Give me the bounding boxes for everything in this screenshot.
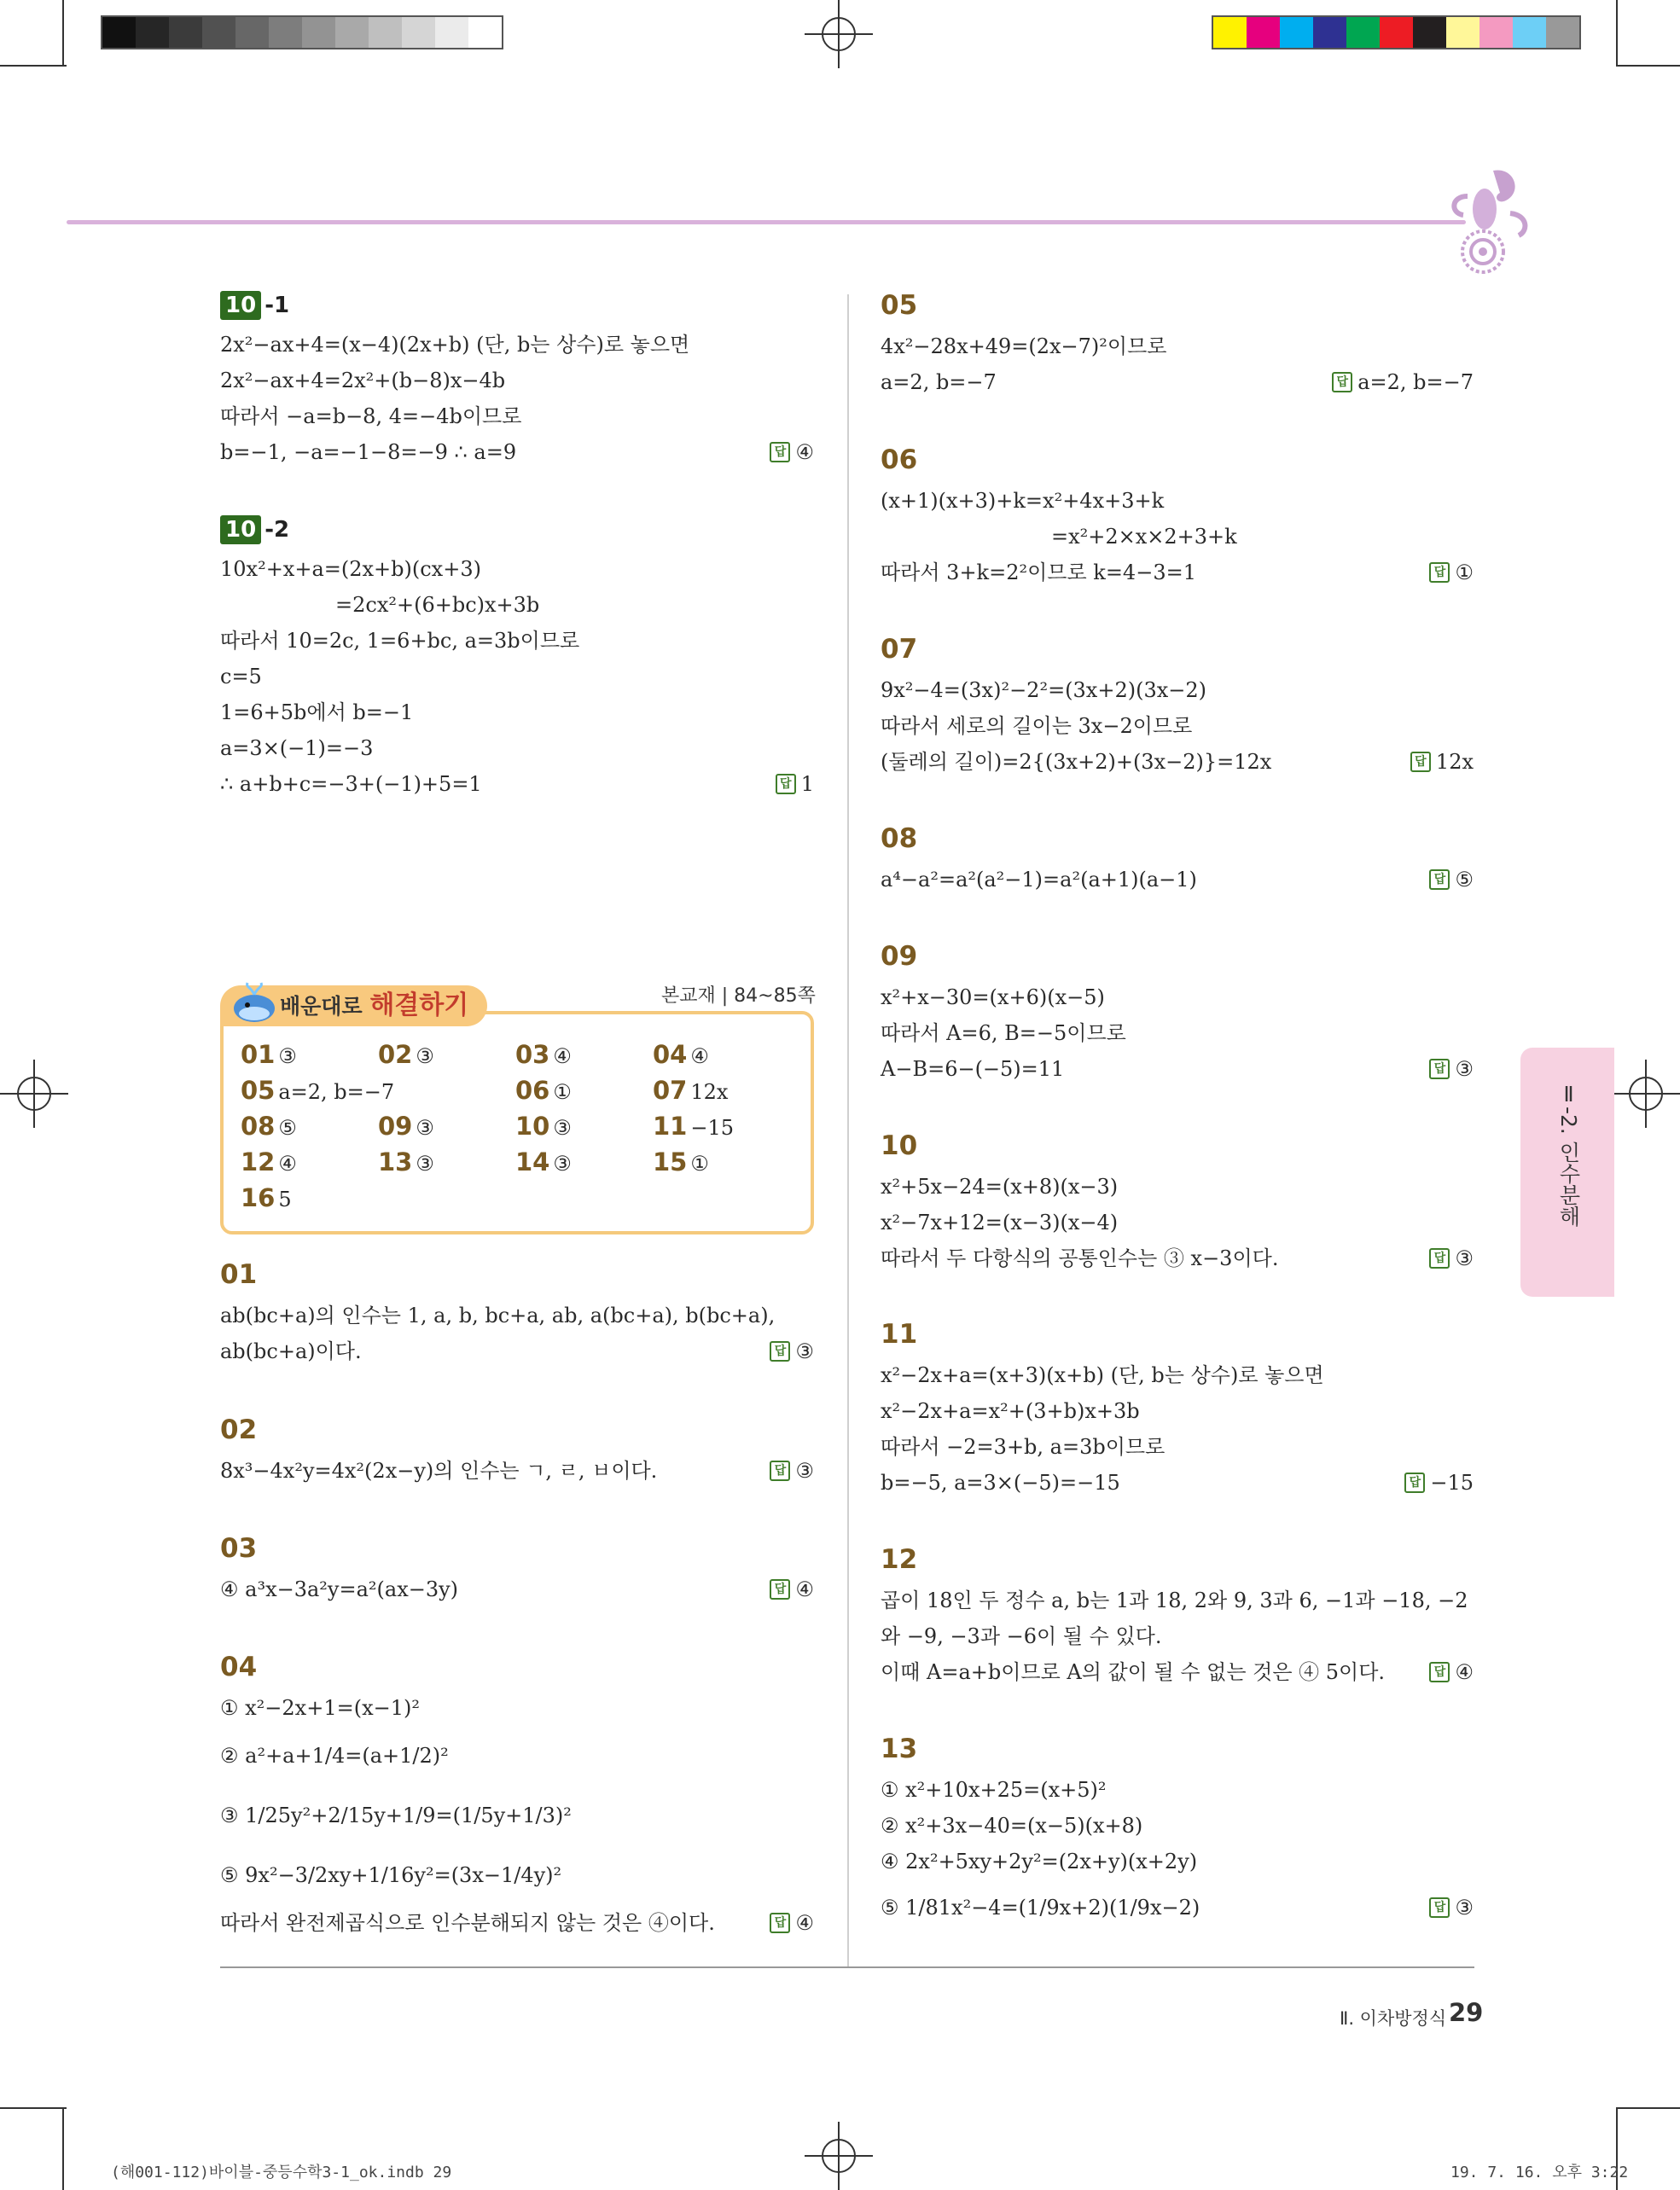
crop-mark-top-left-v <box>62 0 64 67</box>
solution-line: b=−1, −a=−1−8=−9 ∴ a=9 답 ④ <box>220 434 814 470</box>
crop-mark-top-right-h <box>1616 65 1680 67</box>
solution-line: 10x²+x+a=(2x+b)(cx+3) <box>220 557 481 581</box>
solution-line: 따라서 10=2c, 1=6+bc, a=3b이므로 <box>220 629 580 653</box>
answer: 답 ③ <box>770 1333 814 1369</box>
answer: 답 ④ <box>1429 1654 1474 1690</box>
dap-box-icon: 답 <box>1429 1897 1450 1918</box>
problem-number: 09 <box>881 941 918 972</box>
summary-grid <box>241 1037 811 1216</box>
column-divider <box>847 294 849 1966</box>
answer: 답 ⑤ <box>1429 862 1474 897</box>
summary-item: 11 −15 <box>653 1112 735 1141</box>
problem-number: 05 <box>881 290 918 321</box>
dap-box-icon: 답 <box>1404 1473 1425 1493</box>
solution-line: x²−2x+a=(x+3)(x+b) (단, b는 상수)로 놓으면 <box>881 1363 1324 1387</box>
answer: 답 12x <box>1410 744 1474 780</box>
problem-number: 10 <box>881 1130 918 1161</box>
solution-line: b=−5, a=3×(−5)=−15 답 −15 <box>881 1465 1474 1501</box>
chapter-side-tab[interactable] <box>1520 1048 1614 1297</box>
slug-timestamp: 19. 7. 16. 오후 3:22 <box>1450 2164 1629 2181</box>
solution-line: c=5 <box>220 665 262 688</box>
answer: 답 ③ <box>1429 1051 1474 1087</box>
solution-06 <box>881 442 1474 590</box>
answer: 답 ① <box>1429 555 1474 590</box>
dap-box-icon: 답 <box>1332 372 1352 392</box>
problem-number: 04 <box>220 1652 258 1682</box>
summary-item: 01 ③ <box>241 1040 297 1069</box>
solution-line: 곱이 18인 두 정수 a, b는 1과 18, 2와 9, 3과 6, −1과 −18, −2 <box>881 1589 1468 1612</box>
solution-line: 와 −9, −3과 −6이 될 수 있다. <box>881 1624 1162 1648</box>
summary-item: 03 ④ <box>515 1040 572 1069</box>
solution-10-2 <box>220 512 814 802</box>
solution-line: 따라서 −2=3+b, a=3b이므로 <box>881 1435 1166 1459</box>
registration-mark-left <box>0 1060 68 1128</box>
summary-item: 13 ③ <box>378 1147 434 1176</box>
problem-number: 03 <box>220 1533 258 1564</box>
dap-box-icon: 답 <box>770 1341 790 1362</box>
problem-number: 13 <box>881 1734 918 1764</box>
solution-line: x²−2x+a=x²+(3+b)x+3b <box>881 1399 1140 1423</box>
problem-number: 10 -1 <box>220 288 289 323</box>
header-rule <box>67 220 1466 224</box>
summary-item: 15 ① <box>653 1147 709 1176</box>
summary-item: 12 ④ <box>241 1147 297 1176</box>
crop-mark-top-right-v <box>1616 0 1618 67</box>
solution-line: ab(bc+a)이다. 답 ③ <box>220 1333 814 1369</box>
solution-line: (둘레의 길이)=2{(3x+2)+(3x−2)}=12x 답 12x <box>881 744 1474 780</box>
footer-rule <box>220 1966 1474 1968</box>
summary-title: 배운대로 해결하기 <box>220 985 487 1026</box>
solution-line: 8x³−4x²y=4x²(2x−y)의 인수는 ㄱ, ㄹ, ㅂ이다. 답 ③ <box>220 1453 814 1489</box>
solution-line: ⑤ 1/81x²−4=(1/9x+2)(1/9x−2) 답 ③ <box>881 1879 1474 1936</box>
answer: 답 ④ <box>770 434 814 470</box>
solution-line: ① x²−2x+1=(x−1)² <box>220 1696 420 1720</box>
solution-line: (x+1)(x+3)+k=x²+4x+3+k <box>881 489 1165 513</box>
crop-mark-bottom-left-h <box>0 2107 67 2109</box>
answer: 답 a=2, b=−7 <box>1332 364 1474 400</box>
answer: 답 ③ <box>770 1453 814 1489</box>
solution-line: ④ a³x−3a²y=a²(ax−3y) 답 ④ <box>220 1571 814 1607</box>
dap-box-icon: 답 <box>770 442 790 462</box>
solution-13 <box>881 1731 1474 1936</box>
summary-item: 05 a=2, b=−7 <box>241 1076 395 1105</box>
solution-line: 이때 A=a+b이므로 A의 값이 될 수 없는 것은 ④ 5이다. 답 ④ <box>881 1654 1474 1690</box>
solution-line: a=3×(−1)=−3 <box>220 736 374 760</box>
dap-box-icon: 답 <box>1429 869 1450 890</box>
solution-line: ④ 2x²+5xy+2y²=(2x+y)(x+2y) <box>881 1850 1198 1873</box>
solution-line: A−B=6−(−5)=11 답 ③ <box>881 1051 1474 1087</box>
solution-11 <box>881 1316 1474 1501</box>
grayscale-swatch-bar <box>101 15 503 49</box>
solution-line: =2cx²+(6+bc)x+3b <box>335 593 540 617</box>
solution-line: x²−7x+12=(x−3)(x−4) <box>881 1211 1119 1234</box>
crop-mark-bottom-right-h <box>1616 2107 1680 2109</box>
summary-item: 07 12x <box>653 1076 729 1105</box>
slug-file-info: (해001-112)바이블-중등수학3-1_ok.indb 29 <box>111 2164 452 2181</box>
solution-03 <box>220 1531 814 1607</box>
answer: 답 1 <box>776 766 814 802</box>
problem-number: 10 -2 <box>220 512 289 548</box>
solution-line: ② a²+a+1/4=(a+1/2)² <box>220 1744 449 1768</box>
dap-box-icon: 답 <box>770 1461 790 1481</box>
flourish-icon <box>1433 162 1536 277</box>
problem-number: 12 <box>881 1544 918 1575</box>
color-swatch-bar <box>1212 15 1581 49</box>
dap-box-icon: 답 <box>1429 1059 1450 1079</box>
solution-04 <box>220 1649 814 1941</box>
chapter-side-tab-label: Ⅱ-2. 인수분해 <box>1556 1082 1581 1227</box>
solution-line: 2x²−ax+4=2x²+(b−8)x−4b <box>220 369 506 392</box>
answer: 답 ④ <box>770 1905 814 1941</box>
solution-line: 따라서 두 다항식의 공통인수는 ③ x−3이다. 답 ③ <box>881 1240 1474 1276</box>
answer: 답 ③ <box>1429 1240 1474 1276</box>
problem-number: 08 <box>881 823 918 854</box>
solution-05 <box>881 288 1474 400</box>
summary-item: 14 ③ <box>515 1147 572 1176</box>
summary-item: 02 ③ <box>378 1040 434 1069</box>
solution-line: 2x²−ax+4=(x−4)(2x+b) (단, b는 상수)로 놓으면 <box>220 333 690 357</box>
solution-10-1 <box>220 288 814 470</box>
summary-item: 16 5 <box>241 1183 292 1212</box>
summary-item: 04 ④ <box>653 1040 709 1069</box>
solution-line: 따라서 세로의 길이는 3x−2이므로 <box>881 714 1193 738</box>
solution-line: 따라서 3+k=2²이므로 k=4−3=1 답 ① <box>881 555 1474 590</box>
solution-09 <box>881 938 1474 1087</box>
summary-item: 06 ① <box>515 1076 572 1105</box>
answer: 답 ③ <box>1429 1879 1474 1936</box>
solution-line: ab(bc+a)의 인수는 1, a, b, bc+a, ab, a(bc+a), b(bc+a), <box>220 1304 776 1327</box>
problem-number: 06 <box>881 444 918 475</box>
registration-mark-bottom <box>805 2122 873 2190</box>
dap-box-icon: 답 <box>1429 562 1450 583</box>
dap-box-icon: 답 <box>1429 1662 1450 1682</box>
solution-line: 1=6+5b에서 b=−1 <box>220 700 414 724</box>
solution-10 <box>881 1128 1474 1276</box>
dap-box-icon: 답 <box>770 1579 790 1600</box>
solution-12 <box>881 1542 1474 1690</box>
solution-01 <box>220 1257 814 1369</box>
solution-08 <box>881 821 1474 897</box>
solution-line: x²+5x−24=(x+8)(x−3) <box>881 1175 1119 1199</box>
summary-item: 08 ⑤ <box>241 1112 297 1141</box>
solution-line: ⑤ 9x²−3/2xy+1/16y²=(3x−1/4y)² <box>220 1863 562 1887</box>
solution-line: 4x²−28x+49=(2x−7)²이므로 <box>881 334 1167 358</box>
summary-item: 09 ③ <box>378 1112 434 1141</box>
solution-line: 9x²−4=(3x)²−2²=(3x+2)(3x−2) <box>881 678 1206 702</box>
summary-box <box>220 1011 814 1234</box>
solution-line: x²+x−30=(x+6)(x−5) <box>881 985 1105 1009</box>
solution-line: ① x²+10x+25=(x+5)² <box>881 1778 1107 1802</box>
solution-line: 따라서 완전제곱식으로 인수분해되지 않는 것은 ④이다. 답 ④ <box>220 1905 814 1941</box>
registration-mark-top <box>805 0 873 68</box>
summary-page-reference: 본교재 | 84~85쪽 <box>661 985 816 1007</box>
problem-number: 02 <box>220 1414 258 1445</box>
page-number: 29 <box>1449 1998 1484 2027</box>
dap-box-icon: 답 <box>776 774 796 794</box>
solution-line: ② x²+3x−40=(x−5)(x+8) <box>881 1814 1143 1838</box>
whale-icon <box>229 981 280 1025</box>
solution-line: 따라서 −a=b−8, 4=−4b이므로 <box>220 404 522 428</box>
footer-chapter: Ⅱ. 이차방정식 <box>1340 2008 1447 2029</box>
problem-number: 07 <box>881 634 918 665</box>
solution-line: a=2, b=−7 답 a=2, b=−7 <box>881 364 1474 400</box>
solution-02 <box>220 1412 814 1489</box>
solution-line: a⁴−a²=a²(a²−1)=a²(a+1)(a−1) 답 ⑤ <box>881 862 1474 897</box>
summary-item: 10 ③ <box>515 1112 572 1141</box>
answer: 답 ④ <box>770 1571 814 1607</box>
answer: 답 −15 <box>1404 1465 1474 1501</box>
crop-mark-bottom-left-v <box>62 2107 64 2190</box>
dap-box-icon: 답 <box>1410 752 1431 772</box>
problem-number: 11 <box>881 1319 918 1350</box>
solution-line: =x²+2×x×2+3+k <box>1051 525 1237 549</box>
solution-07 <box>881 631 1474 780</box>
solution-line: ∴ a+b+c=−3+(−1)+5=1 답 1 <box>220 766 814 802</box>
dap-box-icon: 답 <box>770 1913 790 1933</box>
dap-box-icon: 답 <box>1429 1248 1450 1269</box>
solution-line: 따라서 A=6, B=−5이므로 <box>881 1021 1126 1045</box>
crop-mark-top-left-h <box>0 65 67 67</box>
problem-number: 01 <box>220 1259 258 1290</box>
registration-mark-right <box>1612 1060 1680 1128</box>
solution-line: ③ 1/25y²+2/15y+1/9=(1/5y+1/3)² <box>220 1804 572 1827</box>
